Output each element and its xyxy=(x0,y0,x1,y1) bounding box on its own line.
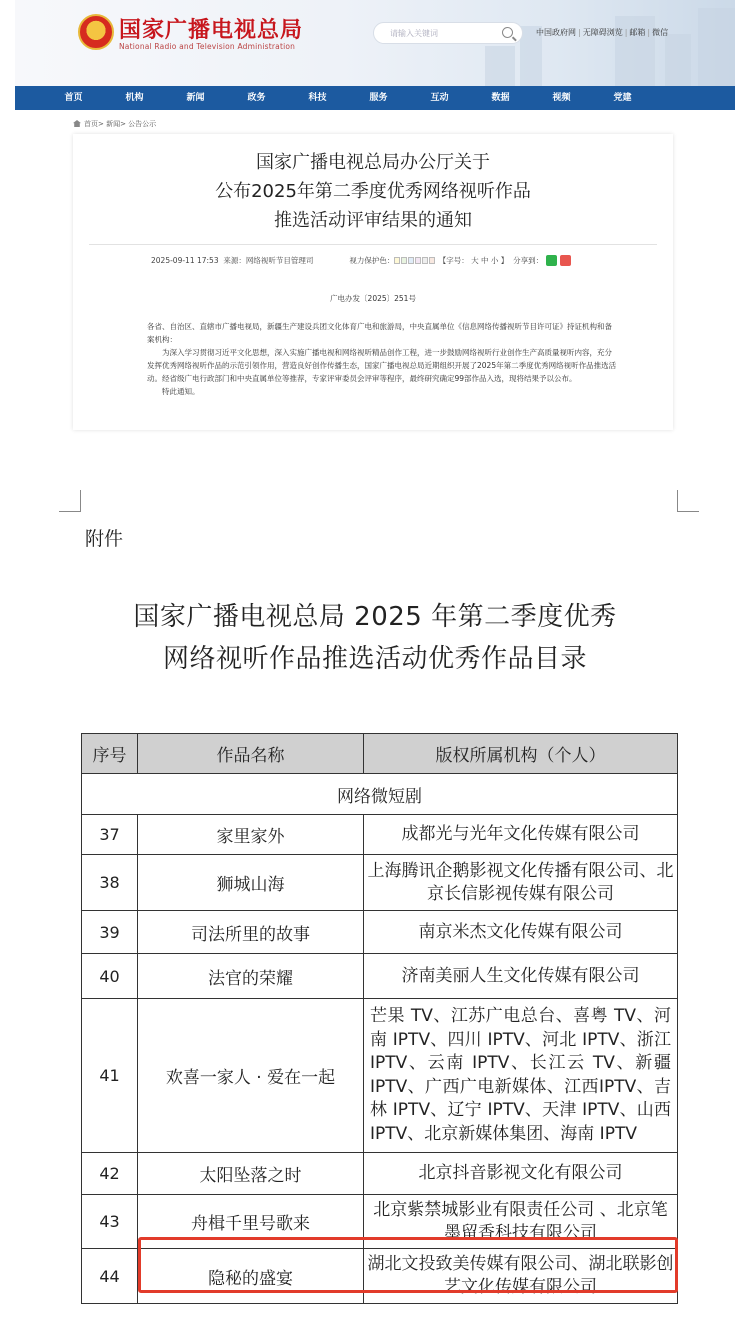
top-links xyxy=(536,27,668,38)
nav-home[interactable]: 首页 xyxy=(64,93,83,103)
publish-date: 2025-09-11 17:53 xyxy=(151,256,219,265)
row-number: 44 xyxy=(82,1249,138,1304)
nav-news[interactable]: 新闻 xyxy=(186,93,205,103)
article-meta xyxy=(151,255,571,266)
header-decoration xyxy=(698,8,735,86)
main-nav xyxy=(15,86,735,110)
table-row xyxy=(82,911,678,954)
attachment-title-line: 国家广播电视总局 2025 年第二季度优秀 xyxy=(133,602,617,632)
eye-care-swatch[interactable] xyxy=(394,257,400,264)
section-row xyxy=(82,774,678,815)
article-paragraph: 各省、自治区、直辖市广播电视局，新疆生产建设兵团文化体育广电和旅游局，中央直属单位《信息网络传播视听节目许可证》持证机构和备案机构： xyxy=(147,322,612,344)
eye-care-swatch[interactable] xyxy=(415,257,421,264)
row-number: 42 xyxy=(82,1153,138,1195)
row-number: 39 xyxy=(82,911,138,954)
column-header: 序号 xyxy=(82,734,138,774)
section-title: 网络微短剧 xyxy=(82,774,678,815)
work-name: 隐秘的盛宴 xyxy=(138,1249,364,1304)
article-title xyxy=(73,148,673,235)
copyright-holder: 北京紫禁城影业有限责任公司 、北京笔墨留香科技有限公司 xyxy=(364,1195,678,1249)
attachment-title-line: 网络视听作品推选活动优秀作品目录 xyxy=(162,644,587,674)
link-wechat[interactable]: 微信 xyxy=(652,28,669,37)
row-number: 43 xyxy=(82,1195,138,1249)
nav-party-building[interactable]: 党建 xyxy=(613,93,632,103)
nav-data[interactable]: 数据 xyxy=(491,93,510,103)
home-icon[interactable] xyxy=(73,120,81,127)
eye-care-swatch[interactable] xyxy=(401,257,407,264)
row-number: 40 xyxy=(82,954,138,999)
row-number: 41 xyxy=(82,999,138,1153)
website-screenshot xyxy=(15,0,735,430)
copyright-holder: 芒果 TV、江苏广电总台、喜粤 TV、河南 IPTV、四川 IPTV、河北 IPTV、浙江 IPTV、云南 IPTV、长江云 TV、新疆 IPTV、广西广电新媒体、江西IPTV、吉林 IPTV、辽宁 IPTV、天津 IPTV、山西 IPTV、北京新媒体集团、海南 IPTV xyxy=(364,999,678,1153)
search-placeholder: 请输入关键词 xyxy=(390,29,438,38)
article-title-line: 推选活动评审结果的通知 xyxy=(274,210,472,231)
work-name: 舟楫千里号歌来 xyxy=(138,1195,364,1249)
article-panel xyxy=(73,134,673,430)
column-header: 版权所属机构（个人） xyxy=(364,734,678,774)
eye-care-swatch[interactable] xyxy=(429,257,435,264)
copyright-holder: 济南美丽人生文化传媒有限公司 xyxy=(364,954,678,999)
weibo-share-icon[interactable] xyxy=(560,255,571,266)
table-row xyxy=(82,1153,678,1195)
breadcrumb-path[interactable]: 首页> 新闻> 公告公示 xyxy=(84,120,157,128)
row-number: 38 xyxy=(82,855,138,911)
link-accessibility[interactable]: 无障碍浏览 xyxy=(582,28,623,37)
site-subtitle: National Radio and Television Administration xyxy=(119,42,296,51)
page-corner-mark xyxy=(59,490,81,512)
work-name: 家里家外 xyxy=(138,815,364,855)
work-name: 司法所里的故事 xyxy=(138,911,364,954)
copyright-holder: 南京米杰文化传媒有限公司 xyxy=(364,911,678,954)
national-emblem-icon[interactable] xyxy=(78,14,114,50)
work-name: 欢喜一家人 · 爱在一起 xyxy=(138,999,364,1153)
column-header: 作品名称 xyxy=(138,734,364,774)
nav-institutions[interactable]: 机构 xyxy=(125,93,144,103)
search-input[interactable] xyxy=(373,22,523,44)
page-corner-mark xyxy=(677,490,699,512)
nav-video[interactable]: 视频 xyxy=(552,93,571,103)
work-name: 太阳坠落之时 xyxy=(138,1153,364,1195)
attachment-title xyxy=(0,596,750,680)
table-row xyxy=(82,954,678,999)
row-number: 37 xyxy=(82,815,138,855)
copyright-holder: 北京抖音影视文化有限公司 xyxy=(364,1153,678,1195)
article-title-line: 国家广播电视总局办公厅关于 xyxy=(256,152,490,173)
work-name: 法官的荣耀 xyxy=(138,954,364,999)
article-title-line: 公布2025年第二季度优秀网络视听作品 xyxy=(215,181,531,202)
header-decoration xyxy=(665,34,691,86)
table-row xyxy=(82,999,678,1153)
header-decoration xyxy=(485,46,515,86)
divider xyxy=(89,244,657,245)
divider: | xyxy=(647,28,651,37)
link-mailbox[interactable]: 邮箱 xyxy=(629,28,646,37)
eye-care-swatches xyxy=(394,256,436,265)
nav-government-affairs[interactable]: 政务 xyxy=(247,93,266,103)
site-header xyxy=(15,0,735,86)
table-row xyxy=(82,815,678,855)
search-icon[interactable] xyxy=(502,27,513,38)
link-gov-portal[interactable]: 中国政府网 xyxy=(536,28,576,37)
font-size-control[interactable]: 【字号： 大 中 小 】 xyxy=(438,256,509,265)
article-paragraph: 为深入学习贯彻习近平文化思想，深入实施广播电视和网络视听精品创作工程，进一步鼓励网络视听行业创作生产高质量视听内容，充分发挥优秀网络视听作品的示范引领作用，营造良好创作传播生态，国家广播电视总局近期组织开展了2025年第二季度优秀网络视听作品推选活动。经省级广电行政部门和中央直属单位等推荐，专家评审委员会评审等程序，最终研究确定99部作品入选，现将结果予以公布。 xyxy=(147,348,617,383)
nav-technology[interactable]: 科技 xyxy=(308,93,327,103)
table-header-row xyxy=(82,734,678,774)
copyright-holder: 上海腾讯企鹅影视文化传播有限公司、北京长信影视传媒有限公司 xyxy=(364,855,678,911)
document-number: 广电办发〔2025〕251号 xyxy=(330,294,416,303)
eye-care-swatch[interactable] xyxy=(422,257,428,264)
attachment-label: 附件 xyxy=(85,528,124,550)
eye-care-swatch[interactable] xyxy=(408,257,414,264)
site-title[interactable]: 国家广播电视总局 xyxy=(119,18,304,43)
article-body xyxy=(147,320,619,398)
breadcrumb xyxy=(73,119,156,129)
work-name: 狮城山海 xyxy=(138,855,364,911)
wechat-share-icon[interactable] xyxy=(546,255,557,266)
works-table xyxy=(81,733,678,1304)
article-source: 来源：网络视听节目管理司 xyxy=(223,256,314,265)
share-label: 分享到： xyxy=(513,256,544,265)
divider: | xyxy=(624,28,628,37)
table-row xyxy=(82,855,678,911)
divider: | xyxy=(578,28,581,37)
copyright-holder: 成都光与光年文化传媒有限公司 xyxy=(364,815,678,855)
article-paragraph: 特此通知。 xyxy=(162,387,200,396)
nav-interaction[interactable]: 互动 xyxy=(430,93,449,103)
nav-services[interactable]: 服务 xyxy=(369,93,388,103)
copyright-holder: 湖北文投致美传媒有限公司、湖北联影创艺文化传媒有限公司 xyxy=(364,1249,678,1304)
highlight-box xyxy=(138,1237,678,1293)
eye-care-label: 视力保护色： xyxy=(349,256,395,265)
